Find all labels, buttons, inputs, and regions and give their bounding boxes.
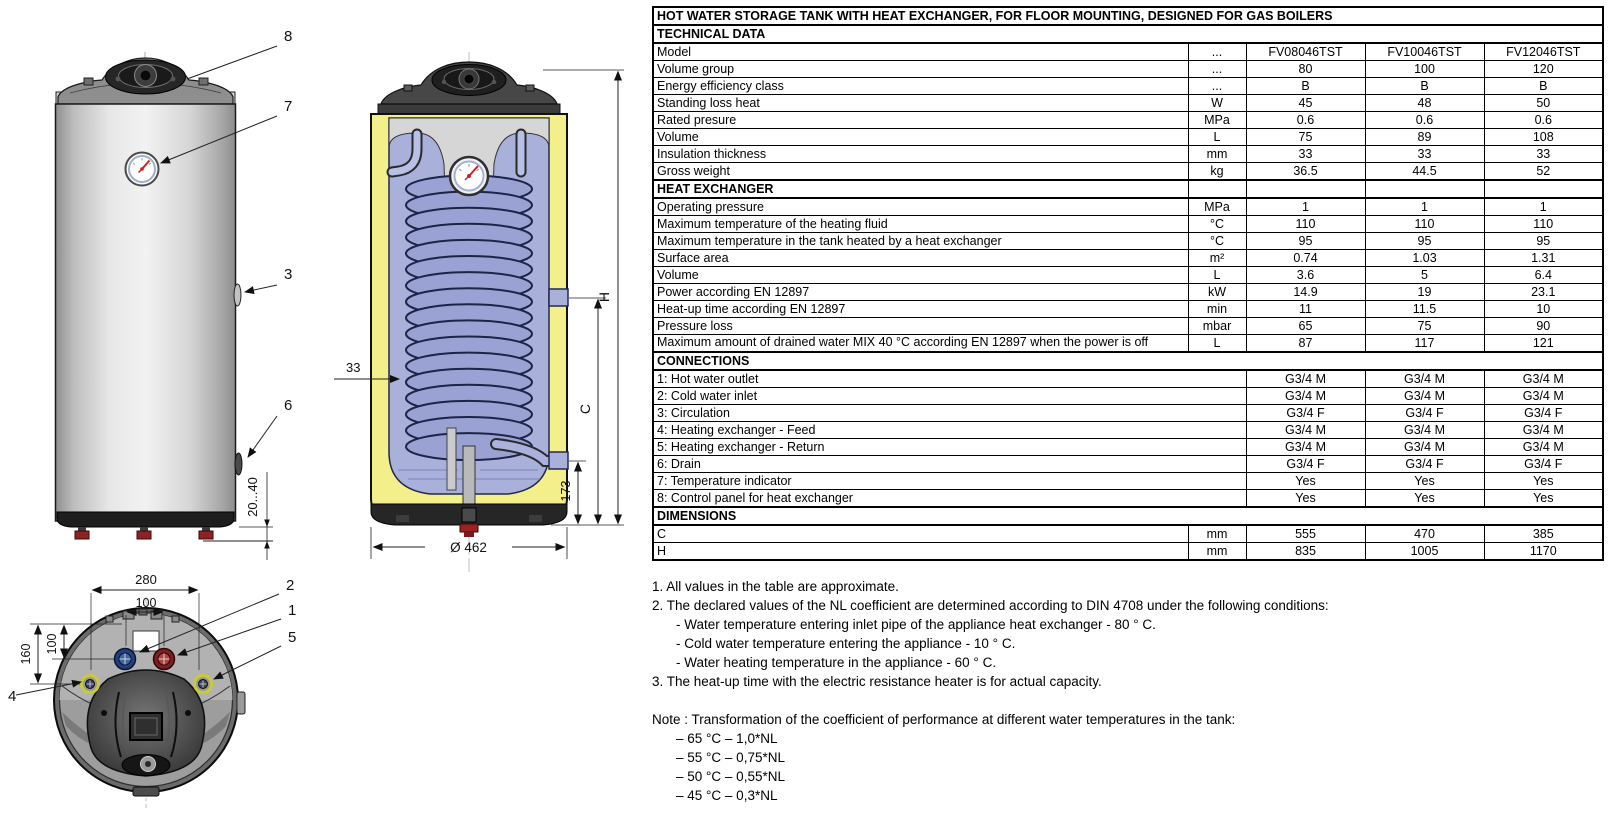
callout-label: 6	[284, 397, 293, 414]
spec-unit-cell: mm	[1188, 525, 1246, 543]
spec-unit-cell: mbar	[1188, 318, 1246, 335]
spec-value-cell: 1170	[1484, 543, 1603, 561]
spec-label-cell: Surface area	[653, 250, 1188, 267]
spec-value-cell: 80	[1246, 61, 1365, 78]
spec-value-cell: G3/4 M	[1246, 388, 1365, 405]
spec-value-cell: 33	[1484, 146, 1603, 163]
table-row	[653, 129, 1603, 146]
table-row	[653, 284, 1603, 301]
spec-label-cell: Rated presure	[653, 112, 1188, 129]
table-row	[653, 370, 1603, 388]
table-row	[653, 543, 1603, 561]
spec-value-cell: G3/4 F	[1365, 405, 1484, 422]
temperature-gauge-icon	[126, 153, 159, 186]
table-row	[653, 405, 1603, 422]
note-item: – 50 °C – 0,55*NL	[676, 769, 785, 784]
spec-label-cell: 7: Temperature indicator	[653, 473, 1246, 490]
connection-hot-outlet	[154, 649, 175, 670]
spec-value-cell: G3/4 F	[1365, 456, 1484, 473]
table-row	[653, 439, 1603, 456]
circulation-fitting	[549, 289, 568, 306]
spec-value-cell: 87	[1246, 335, 1365, 353]
table-row	[653, 525, 1603, 543]
spec-value-cell: 75	[1246, 129, 1365, 146]
connection-cold-inlet	[115, 649, 136, 670]
spec-label-cell: Power according EN 12897	[653, 284, 1188, 301]
spec-value-cell: 44.5	[1365, 163, 1484, 181]
spec-value-cell: 19	[1365, 284, 1484, 301]
section-header: TECHNICAL DATA	[653, 25, 1603, 43]
spec-value-cell: 120	[1484, 61, 1603, 78]
spec-value-cell: 33	[1365, 146, 1484, 163]
spec-unit-cell: °C	[1188, 216, 1246, 233]
spec-unit-cell: mm	[1188, 543, 1246, 561]
spec-value-cell: 52	[1484, 163, 1603, 181]
spec-value-cell: 110	[1365, 216, 1484, 233]
spec-label-cell: Gross weight	[653, 163, 1188, 181]
drain-valve	[460, 524, 478, 532]
spec-value-cell: G3/4 M	[1365, 422, 1484, 439]
note-line: 1. All values in the table are approximate.	[652, 579, 899, 594]
section-row-dimensions	[653, 507, 1603, 525]
spec-value-cell: G3/4 M	[1484, 439, 1603, 456]
table-row	[653, 216, 1603, 233]
dim-label-h: H	[596, 291, 612, 303]
table-row	[653, 43, 1603, 61]
spec-value-cell: 89	[1365, 129, 1484, 146]
spec-value-cell: FV10046TST	[1365, 43, 1484, 61]
dim-label-100-left: 100	[45, 633, 59, 655]
section-view-drawing	[334, 52, 624, 572]
table-row	[653, 146, 1603, 163]
spec-value-cell: 1005	[1365, 543, 1484, 561]
spec-value-cell: FV12046TST	[1484, 43, 1603, 61]
table-row	[653, 301, 1603, 318]
spec-value-cell: G3/4 F	[1484, 405, 1603, 422]
spec-unit-cell: ...	[1188, 78, 1246, 95]
callout-label: 2	[286, 577, 295, 594]
section-header: CONNECTIONS	[653, 352, 1603, 370]
note-subline: - Cold water temperature entering the appliance - 10 ° C.	[676, 636, 1016, 651]
spec-value-cell: G3/4 M	[1484, 388, 1603, 405]
spec-value-cell: 10	[1484, 301, 1603, 318]
spec-label-cell: 4: Heating exchanger - Feed	[653, 422, 1246, 439]
drain-stub	[462, 508, 476, 522]
spec-value-cell: 95	[1484, 233, 1603, 250]
table-row	[653, 112, 1603, 129]
table-row	[653, 335, 1603, 353]
spec-value-cell: G3/4 M	[1365, 388, 1484, 405]
spec-label-cell: 6: Drain	[653, 456, 1246, 473]
spec-value-cell	[1484, 180, 1603, 198]
spec-unit-cell	[1188, 180, 1246, 198]
spec-value-cell: 5	[1365, 267, 1484, 284]
spec-value-cell: 0.6	[1365, 112, 1484, 129]
spec-value-cell: Yes	[1484, 490, 1603, 508]
spec-value-cell: G3/4 M	[1484, 370, 1603, 388]
spec-value-cell: Yes	[1365, 473, 1484, 490]
spec-value-cell: 23.1	[1484, 284, 1603, 301]
note-subline: - Water temperature entering inlet pipe of the appliance heat exchanger - 80 ° C.	[676, 617, 1156, 632]
spec-value-cell: 48	[1365, 95, 1484, 112]
spec-value-cell: Yes	[1365, 490, 1484, 508]
spec-label-cell: C	[653, 525, 1188, 543]
spec-label-cell: 1: Hot water outlet	[653, 370, 1246, 388]
page-title: HOT WATER STORAGE TANK WITH HEAT EXCHANGER, FOR FLOOR MOUNTING, DESIGNED FOR GAS BOILERS	[653, 7, 1603, 25]
callout-label: 8	[284, 28, 293, 45]
spec-unit-cell: MPa	[1188, 112, 1246, 129]
spec-unit-cell: L	[1188, 335, 1246, 353]
spec-value-cell: 1	[1484, 198, 1603, 216]
note-title: Note : Transformation of the coefficient of performance at different water temperatures in the tank:	[652, 712, 1236, 727]
spec-label-cell: Volume	[653, 267, 1188, 284]
callout-label: 1	[288, 602, 297, 619]
table-row	[653, 456, 1603, 473]
top-view-drawing	[8, 572, 296, 808]
technical-drawings	[0, 0, 645, 824]
spec-value-cell: 0.74	[1246, 250, 1365, 267]
spec-unit-cell: kg	[1188, 163, 1246, 181]
spec-label-cell: Heat-up time according EN 12897	[653, 301, 1188, 318]
spec-value-cell: 1.31	[1484, 250, 1603, 267]
spec-label-cell: Standing loss heat	[653, 95, 1188, 112]
side-tab	[237, 692, 245, 714]
dim-label-173: 173	[559, 480, 573, 502]
side-connection-6	[235, 453, 242, 475]
spec-table	[652, 6, 1604, 561]
spec-value-cell: 11	[1246, 301, 1365, 318]
spec-label-cell: Volume	[653, 129, 1188, 146]
spec-value-cell: 75	[1365, 318, 1484, 335]
spec-label-cell: 5: Heating exchanger - Return	[653, 439, 1246, 456]
connection-feed	[82, 676, 99, 693]
table-row	[653, 473, 1603, 490]
spec-label-cell: 3: Circulation	[653, 405, 1246, 422]
section-row-connections	[653, 352, 1603, 370]
spec-value-cell: G3/4 M	[1365, 439, 1484, 456]
return-fitting	[549, 452, 568, 469]
spec-label-cell: Maximum temperature of the heating fluid	[653, 216, 1188, 233]
dim-label-c: C	[577, 403, 593, 415]
spec-unit-cell: ...	[1188, 61, 1246, 78]
spec-value-cell: 95	[1246, 233, 1365, 250]
spec-unit-cell: W	[1188, 95, 1246, 112]
anode	[463, 446, 475, 512]
side-connection-3	[234, 284, 241, 306]
spec-value-cell: G3/4 M	[1484, 422, 1603, 439]
table-row	[653, 163, 1603, 181]
spec-value-cell: B	[1246, 78, 1365, 95]
spec-value-cell: G3/4 M	[1246, 422, 1365, 439]
sensor-tube	[447, 428, 456, 490]
spec-value-cell: 100	[1365, 61, 1484, 78]
spec-value-cell: 110	[1484, 216, 1603, 233]
spec-value-cell: 45	[1246, 95, 1365, 112]
spec-label-cell: Pressure loss	[653, 318, 1188, 335]
spec-unit-cell: ...	[1188, 43, 1246, 61]
spec-value-cell: 555	[1246, 525, 1365, 543]
section-row-heat-exchanger	[653, 180, 1603, 198]
spec-value-cell: Yes	[1484, 473, 1603, 490]
spec-value-cell: 36.5	[1246, 163, 1365, 181]
spec-value-cell: 1.03	[1365, 250, 1484, 267]
spec-value-cell	[1365, 180, 1484, 198]
table-row	[653, 61, 1603, 78]
note-item: – 55 °C – 0,75*NL	[676, 750, 785, 765]
spec-value-cell: Yes	[1246, 490, 1365, 508]
spacer	[652, 691, 1329, 710]
spec-value-cell: 11.5	[1365, 301, 1484, 318]
spec-unit-cell: mm	[1188, 146, 1246, 163]
note-subline: - Water heating temperature in the appliance - 60 ° C.	[676, 655, 997, 670]
spec-value-cell: 3.6	[1246, 267, 1365, 284]
spec-label-cell: H	[653, 543, 1188, 561]
dim-label-diameter: Ø 462	[450, 540, 487, 555]
tank-feet	[75, 527, 213, 539]
spec-unit-cell: kW	[1188, 284, 1246, 301]
spec-value-cell: 14.9	[1246, 284, 1365, 301]
dim-label-feet: 20...40	[245, 477, 260, 517]
table-row	[653, 233, 1603, 250]
callout-label: 5	[288, 629, 297, 646]
table-title-row	[653, 7, 1603, 25]
spec-value-cell: G3/4 M	[1365, 370, 1484, 388]
spec-value-cell: G3/4 F	[1484, 456, 1603, 473]
spec-value-cell: 117	[1365, 335, 1484, 353]
spec-label-cell: Model	[653, 43, 1188, 61]
spec-value-cell: 6.4	[1484, 267, 1603, 284]
spec-label-cell: 2: Cold water inlet	[653, 388, 1246, 405]
spec-value-cell: 0.6	[1484, 112, 1603, 129]
section-row-technical	[653, 25, 1603, 43]
spec-label-cell: Operating pressure	[653, 198, 1188, 216]
note-item: – 45 °C – 0,3*NL	[676, 788, 778, 803]
spec-label-cell: Volume group	[653, 61, 1188, 78]
table-row	[653, 318, 1603, 335]
spec-value-cell: 108	[1484, 129, 1603, 146]
spec-value-cell: FV08046TST	[1246, 43, 1365, 61]
spec-value-cell: 470	[1365, 525, 1484, 543]
front-view-drawing	[56, 28, 293, 560]
spec-value-cell: B	[1484, 78, 1603, 95]
table-row	[653, 250, 1603, 267]
spec-unit-cell: min	[1188, 301, 1246, 318]
temperature-gauge-icon	[450, 157, 488, 195]
spec-value-cell: G3/4 M	[1246, 370, 1365, 388]
spec-value-cell: 1	[1365, 198, 1484, 216]
note-item: – 65 °C – 1,0*NL	[676, 731, 778, 746]
callout-label: 7	[284, 98, 293, 115]
spec-label-cell: Maximum temperature in the tank heated by a heat exchanger	[653, 233, 1188, 250]
tank-base	[57, 512, 234, 527]
spec-value-cell: G3/4 F	[1246, 405, 1365, 422]
spec-value-cell: 121	[1484, 335, 1603, 353]
spec-value-cell: 95	[1365, 233, 1484, 250]
dim-label-160: 160	[19, 643, 33, 665]
spec-value-cell	[1246, 180, 1365, 198]
spec-unit-cell: L	[1188, 267, 1246, 284]
spec-value-cell: 1	[1246, 198, 1365, 216]
note-line: 3. The heat-up time with the electric resistance heater is for actual capacity.	[652, 674, 1102, 689]
heating-coil	[406, 176, 532, 461]
spec-unit-cell: MPa	[1188, 198, 1246, 216]
spec-label-cell: Energy efficiency class	[653, 78, 1188, 95]
spec-value-cell: G3/4 F	[1246, 456, 1365, 473]
table-row	[653, 267, 1603, 284]
front-view-callouts	[284, 28, 292, 414]
spec-value-cell: 50	[1484, 95, 1603, 112]
table-row	[653, 95, 1603, 112]
spec-value-cell: 110	[1246, 216, 1365, 233]
table-row	[653, 388, 1603, 405]
section-header: DIMENSIONS	[653, 507, 1603, 525]
spec-unit-cell: m²	[1188, 250, 1246, 267]
spec-unit-cell: L	[1188, 129, 1246, 146]
spec-value-cell: 33	[1246, 146, 1365, 163]
spec-value-cell: Yes	[1246, 473, 1365, 490]
section-header: HEAT EXCHANGER	[653, 180, 1188, 198]
note-list	[652, 729, 1329, 805]
spec-value-cell: 90	[1484, 318, 1603, 335]
table-row	[653, 490, 1603, 508]
callout-label: 3	[284, 266, 293, 283]
dim-label-100-top: 100	[135, 596, 157, 610]
spec-label-cell: 8: Control panel for heat exchanger	[653, 490, 1246, 508]
note-line: 2. The declared values of the NL coefficient are determined according to DIN 4708 under the following conditions:	[652, 598, 1329, 613]
spec-value-cell: 385	[1484, 525, 1603, 543]
table-row	[653, 422, 1603, 439]
table-row	[653, 78, 1603, 95]
footnotes	[652, 577, 1329, 805]
spec-value-cell: B	[1365, 78, 1484, 95]
dim-label-280: 280	[135, 572, 157, 587]
connection-return	[195, 676, 212, 693]
spec-unit-cell: °C	[1188, 233, 1246, 250]
spec-value-cell: 65	[1246, 318, 1365, 335]
spec-value-cell: 0.6	[1246, 112, 1365, 129]
insulation-cutout	[133, 631, 159, 651]
callout-label: 4	[8, 688, 17, 705]
spec-label-cell: Insulation thickness	[653, 146, 1188, 163]
spec-value-cell: 835	[1246, 543, 1365, 561]
spec-value-cell: G3/4 M	[1246, 439, 1365, 456]
spec-label-cell: Maximum amount of drained water MIX 40 °C according EN 12897 when the power is off	[653, 335, 1188, 353]
dim-label-33: 33	[346, 360, 361, 375]
table-row	[653, 198, 1603, 216]
